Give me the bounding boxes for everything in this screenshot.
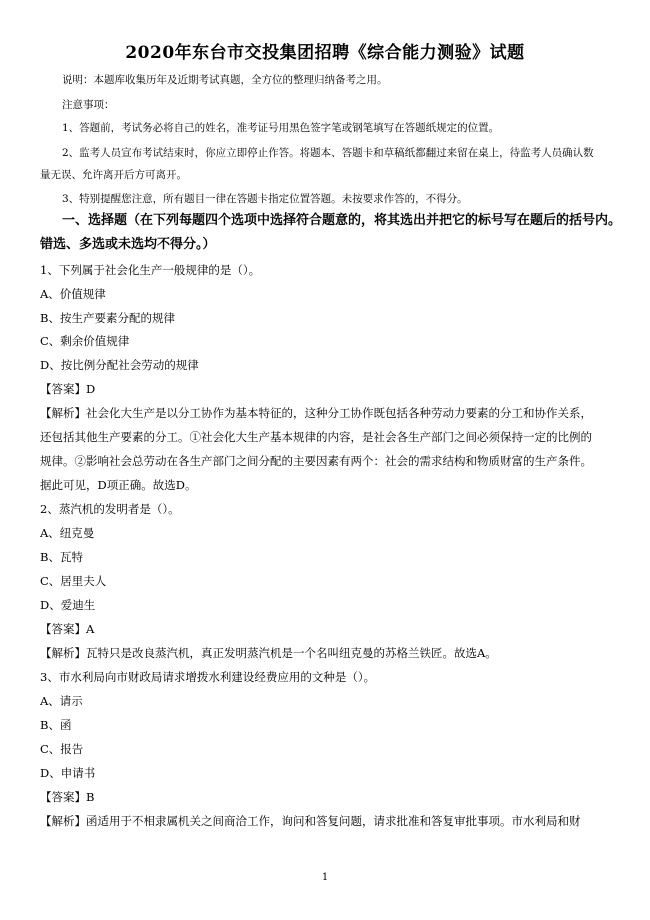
- notice-heading: 注意事项：: [62, 99, 115, 111]
- question-analysis: 据此可见，D项正确。故选D。: [40, 478, 197, 492]
- question-option: D、申请书: [40, 766, 96, 780]
- intro-note: 说明：本题库收集历年及近期考试真题，全方位的整理归纳备考之用。: [62, 74, 388, 86]
- question-option: A、纽克曼: [40, 526, 95, 540]
- section-heading: 错选、多选或未选均不得分。）: [40, 237, 216, 252]
- question-option: B、函: [40, 718, 72, 732]
- section-heading: 一、选择题（在下列每题四个选项中选择符合题意的，将其选出并把它的标号写在题后的括号内。: [62, 213, 622, 228]
- notice-item: 1、答题前，考试务必将自己的姓名，准考证号用黑色签字笔或钢笔填写在答题纸规定的位置。: [62, 122, 500, 134]
- question-option: D、爱迪生: [40, 598, 96, 612]
- question-option: C、剩余价值规律: [40, 334, 130, 348]
- notice-item: 2、监考人员宣布考试结束时，你应立即停止作答。将题本、答题卡和草稿纸都翻过来留在桌上，待监考人员确认数: [62, 147, 594, 159]
- page-number: 1: [321, 872, 329, 883]
- question-analysis: 【解析】社会化大生产是以分工协作为基本特征的，这种分工协作既包括各种劳动力要素的分工和协作关系，: [40, 406, 592, 420]
- question-stem: 2、蒸汽机的发明者是（）。: [40, 502, 180, 516]
- question-analysis: 【解析】函适用于不相隶属机关之间商洽工作，询问和答复问题，请求批准和答复审批事项。市水利局和财: [40, 814, 581, 828]
- question-option: C、居里夫人: [40, 574, 107, 588]
- question-answer: 【答案】A: [40, 622, 95, 636]
- question-option: A、价值规律: [40, 287, 106, 301]
- question-option: C、报告: [40, 742, 84, 756]
- question-option: A、请示: [40, 694, 83, 708]
- notice-item: 量无误、允许离开后方可离开。: [40, 169, 187, 181]
- question-option: B、按生产要素分配的规律: [40, 311, 175, 325]
- question-stem: 3、市水利局向市财政局请求增拨水利建设经费应用的文种是（）。: [40, 670, 376, 684]
- question-option: D、按比例分配社会劳动的规律: [40, 358, 199, 372]
- question-analysis: 还包括其他生产要素的分工。①社会化大生产基本规律的内容，是社会各生产部门之间必须保持一定的比例的: [40, 430, 592, 444]
- question-analysis: 规律。②影响社会总劳动在各生产部门之间分配的主要因素有两个：社会的需求结构和物质财富的生产条件。: [40, 454, 592, 468]
- question-stem: 1、下列属于社会化生产一般规律的是（）。: [40, 263, 261, 277]
- question-analysis: 【解析】瓦特只是改良蒸汽机，真正发明蒸汽机是一个名叫纽克曼的苏格兰铁匠。故选A。: [40, 646, 497, 660]
- question-answer: 【答案】B: [40, 790, 95, 804]
- question-answer: 【答案】D: [40, 382, 96, 396]
- question-option: B、瓦特: [40, 550, 83, 564]
- document-title: 2020年东台市交投集团招聘《综合能力测验》试题: [125, 43, 525, 63]
- notice-item: 3、特别提醒您注意，所有题目一律在答题卡指定位置答题。未按要求作答的，不得分。: [62, 193, 468, 205]
